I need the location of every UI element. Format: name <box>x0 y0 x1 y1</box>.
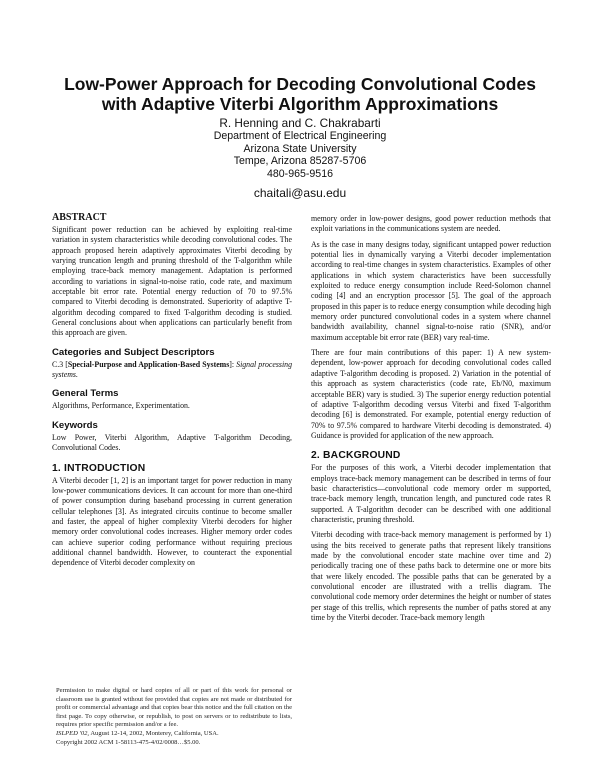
conference-details: August 12-14, 2002, Monterey, California, USA. <box>89 729 219 737</box>
copyright-footnote <box>56 687 292 747</box>
keywords-text: Low Power, Viterbi Algorithm, Adaptive T-algorithm Decoding, Convolutional Codes. <box>52 432 292 453</box>
abstract-text: Significant power reduction can be achieved by exploiting real-time variation in system characteristics while decoding convolutional codes. The approach proposed herein adaptively approximates Viterbi decoding by varying truncation length and pruning threshold of the T-algorithm while employing trace-back memory management. Adaptation is performed according to variations in signal-to-noise ratio, code rate, and maximum acceptable bit error rate. Potential energy reduction of 70 to 97.5% compared to Viterbi decoding is demonstrated. Superiority of adaptive T-algorithm decoding compared to fixed T-algorithm decoding is studied. General conclusions about when applications can particularly benefit from this approach are given. <box>52 225 292 338</box>
background-heading: 2. BACKGROUND <box>311 450 401 462</box>
introduction-heading: 1. INTRODUCTION <box>52 462 146 474</box>
general-terms-text: Algorithms, Performance, Experimentation. <box>52 401 190 411</box>
author-block <box>20 116 580 200</box>
left-column <box>52 212 292 574</box>
intro-continuation: memory order in low-power designs, good power reduction methods that exploit variations in the communications system are needed. <box>311 214 551 234</box>
university: Arizona State University <box>243 142 357 155</box>
contributions-paragraph: There are four main contributions of this paper: 1) A new system-dependent, low-power approach for decoding convolutional codes called adaptive T-algorithm decoding is proposed. 2) Variation in the potential of this approach as system characteristics (code rate, Eb/N0, maximum acceptable BER) vary is studied. 3) The superior energy reduction potential of adaptive T-algorithm decoding versus Viterbi and fixed T-algorithm decoding [6] is demonstrated. For example, potential energy reduction of 70% to 97.5% compared to hardware Viterbi decoding is demonstrated. 4) Guidance is provided for application of the new approach. <box>311 348 551 440</box>
categories-rest: ]: <box>229 359 237 369</box>
general-terms-heading: General Terms <box>52 388 119 400</box>
paper-title <box>20 74 580 114</box>
right-column <box>311 214 551 628</box>
permission-text: Permission to make digital or hard copies of all or part of this work for personal or classroom use is granted without fee provided that copies are not made or distributed for profit or commercial advantage and that copies bear this notice and the full citation on the first page. To copy otherwise, or republish, to post on servers or to redistribute to lists, requires prior specific permission and/or a fee. <box>56 687 292 729</box>
abstract-heading: ABSTRACT <box>52 212 107 223</box>
keywords-heading: Keywords <box>52 419 98 431</box>
categories-heading: Categories and Subject Descriptors <box>52 346 215 358</box>
conference-name: ISLPED '02, <box>56 729 90 737</box>
department: Department of Electrical Engineering <box>213 130 387 142</box>
intro-paragraph-2: As is the case in many designs today, significant untapped power reduction potential lies in dynamically varying a Viterbi decoder implementation according to real-time changes in system characteristics. Examples of other applications in which system characteristics have been successfully exploited to reduce energy consumption include Reed-Solomon channel coding [4] and an encryption processor [5]. The goal of the approach proposed in this paper is to reduce energy consumption while decoding high memory order punctured convolutional codes in a system where channel bandwidth availability, channel signal-to-noise ratio (SNR), and/or maximum acceptable bit error rate (BER) vary real-time. <box>311 239 551 342</box>
address: Tempe, Arizona 85287-5706 <box>233 155 367 168</box>
categories-bold: Special-Purpose and Application-Based Systems <box>67 359 230 369</box>
title-line-1: Low-Power Approach for Decoding Convolutional Codes <box>64 74 536 94</box>
introduction-text: A Viterbi decoder [1, 2] is an important target for power reduction in many low-power communications devices. It can account for more than one-third of power consumption during baseband processing in current generation cellular telephones [3]. As integrated circuits continue to become smaller and faster, the appeal of higher complexity Viterbi decoders for higher memory order convolutional codes increases. Higher memory order codes can achieve superior coding performance without requiring precious additional channel bandwidth. However, to counteract the exponential dependence of Viterbi decoder complexity on <box>52 475 292 568</box>
categories-code: C.3 [ <box>52 359 68 369</box>
phone: 480-965-9516 <box>267 167 333 180</box>
copyright-line: Copyright 2002 ACM 1-58113-475-4/02/0008…$5.00. <box>56 738 201 746</box>
author-names: R. Henning and C. Chakrabarti <box>219 116 381 130</box>
background-paragraph-1: For the purposes of this work, a Viterbi decoder implementation that employs trace-back memory management can be described in terms of four basic characteristics—convolutional code memory order m supported, trace-back memory length, truncation length, and punctured code rates R supported. A T-algorithm decoder can be described with one additional characteristic, pruning threshold. <box>311 463 551 524</box>
title-line-2: with Adaptive Viterbi Algorithm Approximations <box>101 94 499 114</box>
conference-line <box>56 730 292 739</box>
background-paragraph-2: Viterbi decoding with trace-back memory management is performed by 1) using the bits received to generate paths that represent likely transitions made by the convolutional encoder state machine over time and 2) periodically tracing one of these paths back to determine one or more bits that were likely encoded. The possible paths that can be generated by a convolutional encoder are illustrated with a trellis diagram. The convolutional code memory order determines the height or number of states per stage of this trellis, which represents the number of paths stored at any time by the Viterbi decoder. Trace-back memory length <box>311 530 551 623</box>
categories-italic: Signal processing systems. <box>52 359 292 380</box>
categories-text <box>52 360 292 381</box>
email: chaitali@asu.edu <box>253 186 347 201</box>
